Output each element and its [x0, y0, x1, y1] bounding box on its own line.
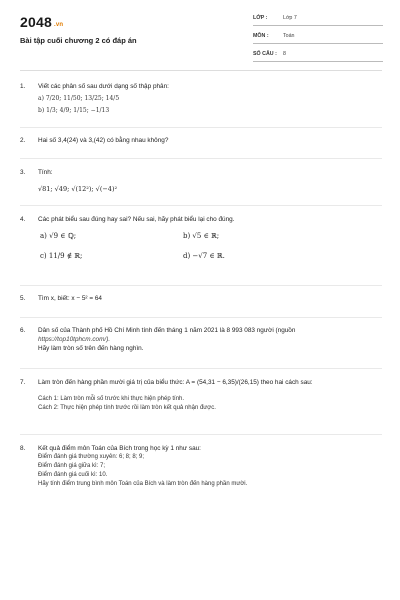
question-8	[20, 444, 382, 489]
question-number: 8.	[20, 445, 26, 452]
meta-value: 8	[283, 51, 286, 57]
question-line: a) 7/20; 11/50; 13/25; 14/5	[38, 95, 120, 102]
source-link[interactable]: https://top10tphcm.com/).	[38, 336, 111, 343]
question-text: Tìm x, biết: x − 5² = 64	[38, 295, 102, 302]
meta-value: Toán	[283, 33, 295, 39]
statement-item: a) √9 ∈ ℚ;	[40, 232, 77, 240]
meta-row-count	[253, 48, 383, 62]
question-number: 6.	[20, 327, 26, 334]
logo-suffix: .vn	[53, 22, 64, 28]
divider	[20, 285, 382, 286]
question-number: 3.	[20, 169, 26, 176]
statement-item: c) 11/9 ∉ ℝ;	[40, 252, 83, 260]
question-2	[20, 136, 382, 145]
question-7	[20, 378, 382, 413]
question-line: Cách 2: Thực hiện phép tính trước rồi làm tròn kết quả nhận được.	[38, 405, 216, 411]
question-text: Hai số 3,4(24) và 3,(42) có bằng nhau không?	[38, 137, 169, 144]
question-number: 5.	[20, 295, 26, 302]
question-text: Các phát biểu sau đúng hay sai? Nếu sai, hãy phát biểu lại cho đúng.	[38, 216, 235, 223]
question-5	[20, 294, 382, 303]
statement-item: b) √5 ∈ ℝ;	[183, 232, 220, 240]
question-number: 1.	[20, 83, 26, 90]
question-text: Hãy làm tròn số trên đến hàng nghìn.	[38, 345, 144, 352]
question-line: b) 1/3; 4/9; 1/15; −1/13	[38, 107, 110, 114]
question-number: 7.	[20, 379, 26, 386]
question-6	[20, 326, 382, 353]
divider	[20, 205, 382, 206]
document-title: Bài tập cuối chương 2 có đáp án	[20, 36, 137, 45]
question-4	[20, 215, 382, 264]
meta-row-class	[253, 12, 383, 26]
question-text: Kết quả điểm môn Toán của Bích trong học kỳ 1 như sau:	[38, 445, 201, 452]
header	[20, 12, 382, 64]
meta-box	[253, 12, 383, 62]
question-line: √81; √49; √(12²); √(−4)²	[38, 185, 118, 193]
meta-label: LỚP :	[253, 15, 268, 21]
question-number: 2.	[20, 137, 26, 144]
divider	[20, 158, 382, 159]
meta-label: SỐ CÂU :	[253, 51, 277, 57]
question-1	[20, 82, 382, 115]
meta-row-subject	[253, 30, 383, 44]
site-logo[interactable]	[20, 14, 63, 30]
statement-grid	[38, 230, 382, 264]
question-text: Dân số của Thành phố Hồ Chí Minh tính đến tháng 1 năm 2021 là 8 993 083 người (nguồn	[38, 327, 296, 334]
logo-text: 2048	[20, 14, 52, 30]
question-number: 4.	[20, 216, 26, 223]
meta-value: Lớp 7	[283, 15, 297, 21]
divider	[20, 434, 382, 435]
question-line: Điểm đánh giá giữa kì: 7;	[38, 463, 106, 469]
statement-item: d) −√7 ∈ ℝ.	[183, 252, 225, 260]
question-line: Điểm đánh giá thường xuyên: 6; 8; 8; 9;	[38, 454, 145, 460]
question-text: Làm tròn đến hàng phần mười giá trị của biểu thức: A = (54,31 − 6,35)/(26,15) theo hai cách sau:	[38, 379, 313, 386]
divider	[20, 317, 382, 318]
question-line: Cách 1: Làm tròn mỗi số trước khi thực hiện phép tính.	[38, 396, 185, 402]
header-divider	[20, 70, 382, 71]
question-line: Điểm đánh giá cuối kì: 10.	[38, 472, 108, 478]
question-line: Hãy tính điểm trung bình môn Toán của Bích và làm tròn đến hàng phần mười.	[38, 481, 248, 487]
question-text: Viết các phân số sau dưới dạng số thập phân:	[38, 83, 169, 90]
meta-label: MÔN :	[253, 33, 269, 39]
question-text: Tính:	[38, 169, 53, 176]
divider	[20, 127, 382, 128]
question-3	[20, 168, 382, 194]
divider	[20, 368, 382, 369]
